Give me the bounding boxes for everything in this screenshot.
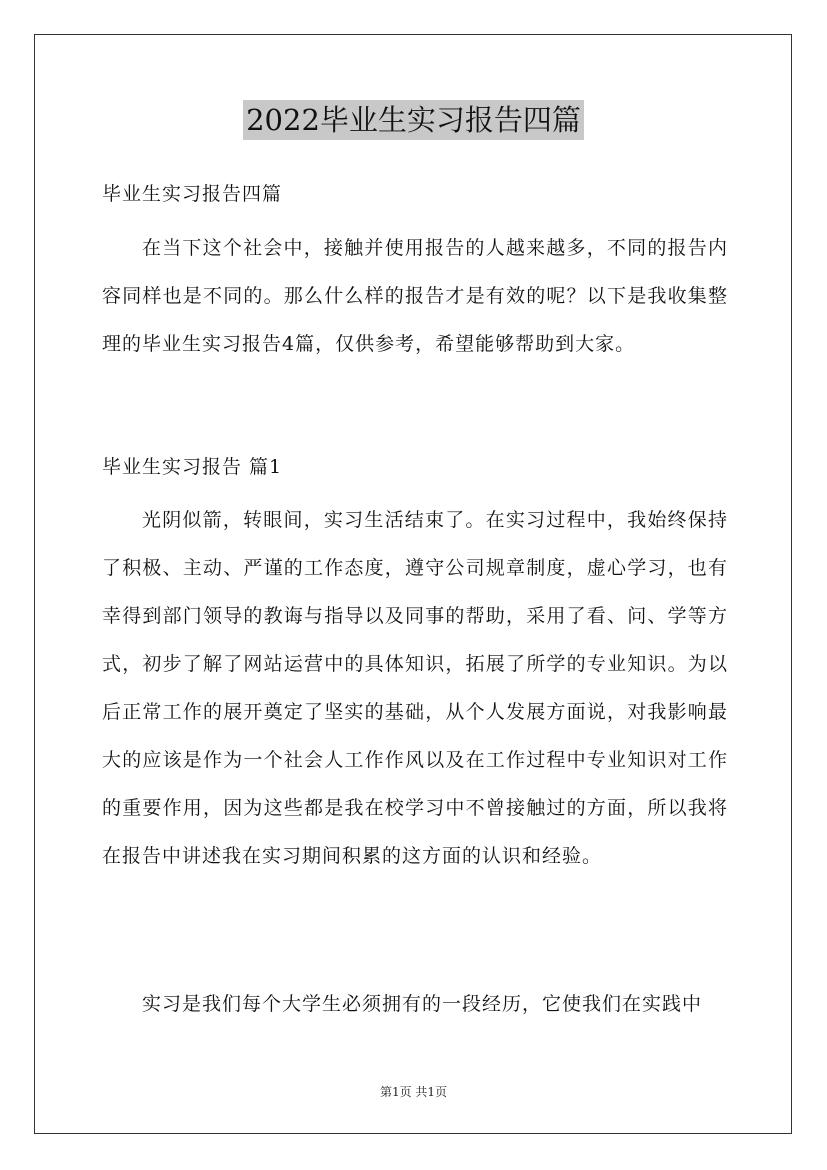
intro-paragraph: 在当下这个社会中，接触并使用报告的人越来越多，不同的报告内容同样也是不同的。那么什么样的报告才是有效的呢？以下是我收集整理的毕业生实习报告4篇，仅供参考，希望能够帮助到大家。	[102, 237, 728, 355]
title-container	[0, 100, 827, 140]
page-number: 第1页 共1页	[379, 1085, 448, 1099]
body-paragraph-2: 实习是我们每个大学生必须拥有的一段经历，它使我们在实践中	[142, 993, 703, 1015]
body-paragraph-1: 光阴似箭，转眼间，实习生活结束了。在实习过程中，我始终保持了积极、主动、严谨的工作态度，遵守公司规章制度，虚心学习，也有幸得到部门领导的教诲与指导以及同事的帮助，采用了看、问、学等方式，初步了解了网站运营中的具体知识，拓展了所学的专业知识。为以后正常工作的展开奠定了坚实的基础，从个人发展方面说，对我影响最大的应该是作为一个社会人工作作风以及在工作过程中专业知识对工作的重要作用，因为这些都是我在校学习中不曾接触过的方面，所以我将在报告中讲述我在实习期间积累的这方面的认识和经验。	[102, 509, 728, 867]
document-title: 2022毕业生实习报告四篇	[243, 100, 584, 140]
document-subtitle: 毕业生实习报告四篇	[102, 183, 283, 205]
section-heading: 毕业生实习报告 篇1	[102, 456, 283, 478]
